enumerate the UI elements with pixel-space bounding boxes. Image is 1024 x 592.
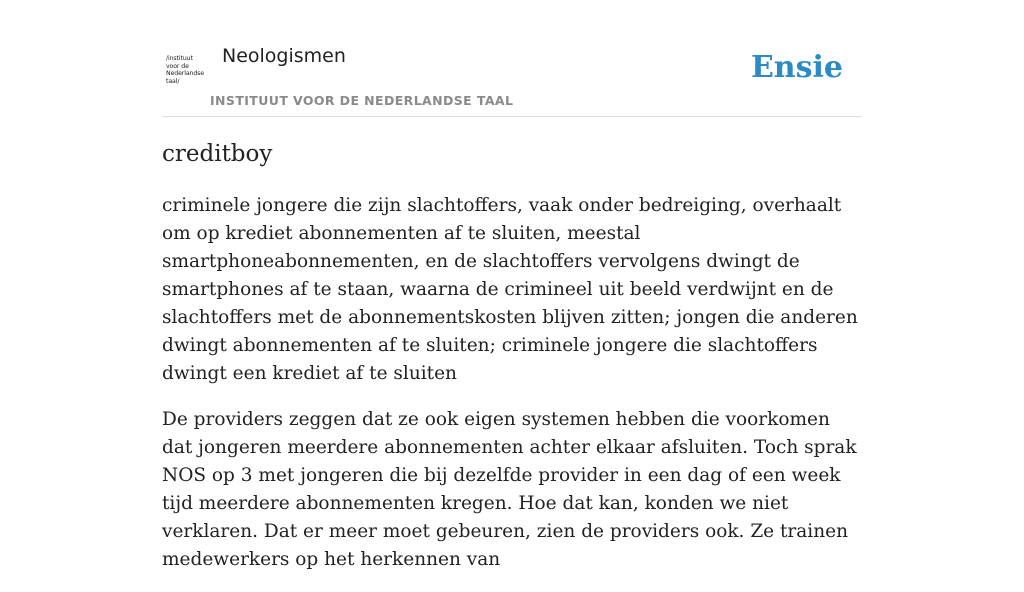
logo-line: voor de bbox=[166, 62, 189, 70]
ensie-brand-logo[interactable]: Ensie bbox=[750, 50, 843, 85]
organization-name: INSTITUUT VOOR DE NEDERLANDSE TAAL bbox=[210, 93, 514, 108]
logo-line: taal/ bbox=[166, 77, 180, 85]
entry-content bbox=[162, 138, 862, 592]
entry-example: De providers zeggen dat ze ook eigen systemen hebben die voorkomen dat jongeren meerdere abonnementen achter elkaar afsluiten. Toch sprak NOS op 3 met jongeren die bij dezelfde provider in een dag of een week tijd meerdere abonnementen kregen. Hoe dat kan, konden we niet verklaren. Dat er meer moet gebeuren, zien de providers ook. Ze trainen medewerkers op het herkennen van bbox=[162, 409, 857, 570]
site-title[interactable]: Neologismen bbox=[222, 45, 346, 67]
entry-headword: creditboy bbox=[162, 141, 273, 167]
entry-definition: criminele jongere die zijn slachtoffers, vaak onder bedreiging, overhaalt om op krediet abonnementen af te sluiten, meestal smartphoneabonnementen, en de slachtoffers vervolgens dwingt de smartphones af te staan, waarna de crimineel uit beeld verdwijnt en de slachtoffers met de abonnementskosten blijven zitten; jongen die anderen dwingt abonnementen af te sluiten; criminele jongere die slachtoffers dwingt een krediet af te sluiten bbox=[162, 195, 858, 384]
ivdnt-logo[interactable] bbox=[166, 55, 210, 91]
site-header bbox=[162, 0, 862, 117]
logo-line: /instituut bbox=[166, 55, 193, 62]
logo-line: Nederlandse bbox=[166, 70, 205, 78]
